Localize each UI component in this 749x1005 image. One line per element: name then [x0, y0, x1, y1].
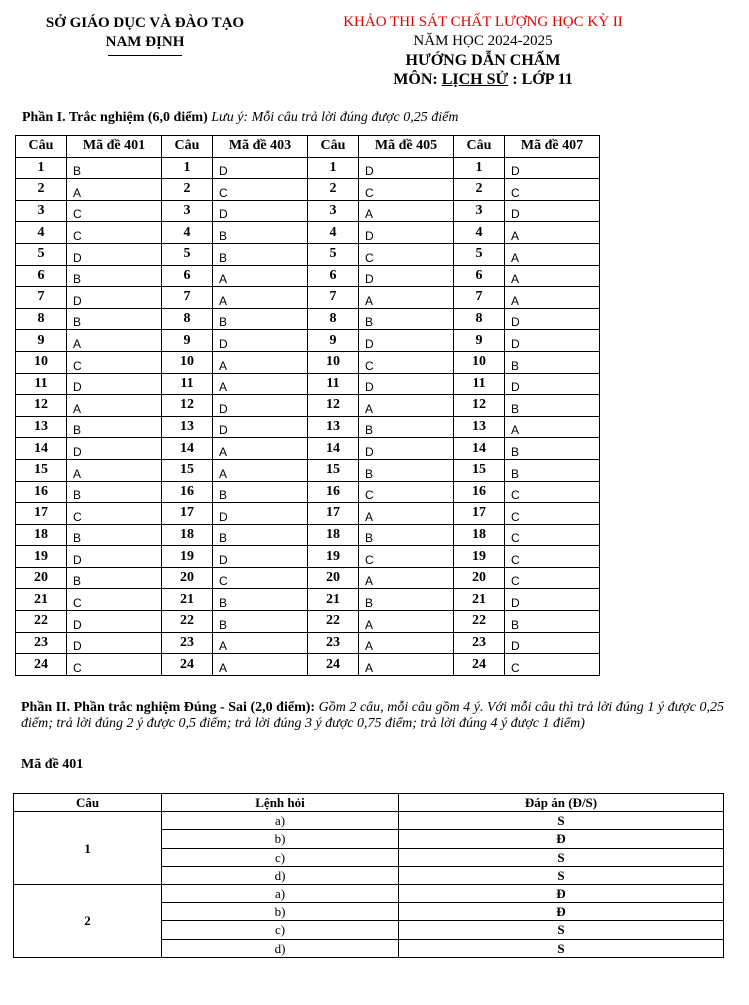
- table-row: [16, 395, 600, 417]
- answer-key: D: [213, 157, 308, 179]
- table-row: [16, 373, 600, 395]
- answer-key: C: [359, 243, 454, 265]
- true-false-answer: Đ: [399, 903, 724, 921]
- question-number: 13: [16, 416, 67, 438]
- table-row: [16, 524, 600, 546]
- question-number: 12: [454, 395, 505, 417]
- question-number: 12: [308, 395, 359, 417]
- answer-key: C: [213, 179, 308, 201]
- question-number: 11: [454, 373, 505, 395]
- question-number: 6: [16, 265, 67, 287]
- department-name: SỞ GIÁO DỤC VÀ ĐÀO TẠO: [45, 15, 245, 31]
- answer-key: D: [213, 330, 308, 352]
- answer-key: C: [67, 654, 162, 676]
- answer-key: A: [213, 287, 308, 309]
- answer-key: C: [505, 481, 600, 503]
- table-row: [16, 459, 600, 481]
- question-number: 9: [16, 330, 67, 352]
- sub-item-label: d): [162, 939, 399, 957]
- answer-key: D: [213, 200, 308, 222]
- question-number: 15: [162, 459, 213, 481]
- true-false-answer: S: [399, 939, 724, 957]
- answer-key: A: [359, 567, 454, 589]
- answer-key: C: [505, 654, 600, 676]
- part2-title: Phần II. Phần trắc nghiệm Đúng - Sai (2,0 điểm):: [21, 700, 316, 715]
- table-row: [16, 287, 600, 309]
- table-row: [16, 330, 600, 352]
- answer-key: D: [67, 611, 162, 633]
- question-number: 16: [308, 481, 359, 503]
- answer-key: C: [505, 503, 600, 525]
- question-number: 22: [16, 611, 67, 633]
- question-number: 10: [16, 351, 67, 373]
- province-name: NAM ĐỊNH: [105, 34, 185, 50]
- question-number: 17: [16, 503, 67, 525]
- question-number: 24: [308, 654, 359, 676]
- column-header-dap-an: Đáp án (Đ/S): [399, 794, 724, 812]
- question-number: 1: [162, 157, 213, 179]
- sub-item-label: c): [162, 848, 399, 866]
- question-number: 10: [308, 351, 359, 373]
- question-number: 12: [16, 395, 67, 417]
- question-number: 16: [162, 481, 213, 503]
- answer-key: A: [359, 395, 454, 417]
- answer-key: A: [359, 200, 454, 222]
- answer-key: A: [67, 395, 162, 417]
- sub-item-label: a): [162, 812, 399, 830]
- subject-name: LỊCH SỬ: [441, 71, 509, 88]
- table-row: [16, 611, 600, 633]
- column-header-cau: Câu: [308, 136, 359, 158]
- column-header-cau: Câu: [162, 136, 213, 158]
- answer-key: B: [67, 416, 162, 438]
- question-number: 5: [454, 243, 505, 265]
- true-false-answer: Đ: [399, 884, 724, 902]
- question-number: 9: [308, 330, 359, 352]
- table-row: [16, 503, 600, 525]
- answer-key: B: [67, 157, 162, 179]
- question-number: 20: [162, 567, 213, 589]
- answer-key: D: [359, 438, 454, 460]
- answer-key: A: [505, 243, 600, 265]
- answer-key: D: [213, 503, 308, 525]
- answer-key: B: [213, 243, 308, 265]
- exam-title: KHẢO THI SÁT CHẤT LƯỢNG HỌC KỲ II: [343, 14, 623, 30]
- question-number: 8: [162, 308, 213, 330]
- question-number: 15: [454, 459, 505, 481]
- answer-key: D: [359, 330, 454, 352]
- table-row: [16, 438, 600, 460]
- table-row: [16, 265, 600, 287]
- answer-key: C: [359, 546, 454, 568]
- part1-title: Phần I. Trắc nghiệm (6,0 điểm): [22, 110, 208, 125]
- exam-code-label: Mã đề 401: [21, 757, 84, 772]
- question-number: 4: [308, 222, 359, 244]
- answer-key: B: [505, 395, 600, 417]
- table-row: [16, 546, 600, 568]
- answer-key: B: [359, 459, 454, 481]
- answer-key: C: [67, 200, 162, 222]
- question-number: 23: [16, 632, 67, 654]
- question-number: 11: [162, 373, 213, 395]
- question-number: 6: [454, 265, 505, 287]
- part1-answer-table: [15, 135, 600, 676]
- school-year: NĂM HỌC 2024-2025: [413, 33, 553, 49]
- question-number: 14: [162, 438, 213, 460]
- answer-key: C: [505, 567, 600, 589]
- header-underline: [108, 55, 182, 56]
- question-number: 8: [16, 308, 67, 330]
- question-number: 14: [16, 438, 67, 460]
- question-number: 7: [162, 287, 213, 309]
- answer-key: D: [359, 222, 454, 244]
- table-row: [14, 884, 724, 902]
- answer-key: D: [359, 157, 454, 179]
- answer-key: D: [67, 243, 162, 265]
- question-number: 1: [308, 157, 359, 179]
- question-number: 22: [162, 611, 213, 633]
- answer-key: D: [67, 546, 162, 568]
- table-row: [16, 351, 600, 373]
- answer-key: C: [359, 179, 454, 201]
- column-header-ma-de: Mã đề 407: [505, 136, 600, 158]
- question-number: 2: [16, 179, 67, 201]
- question-number: 16: [16, 481, 67, 503]
- question-number: 17: [308, 503, 359, 525]
- guide-title: HƯỚNG DẪN CHẤM: [405, 52, 561, 69]
- answer-key: A: [67, 459, 162, 481]
- answer-key: C: [67, 222, 162, 244]
- answer-key: A: [359, 611, 454, 633]
- question-number: 21: [308, 589, 359, 611]
- column-header-lenh-hoi: Lệnh hỏi: [162, 794, 399, 812]
- answer-key: B: [505, 459, 600, 481]
- answer-key: A: [359, 654, 454, 676]
- answer-key: A: [67, 330, 162, 352]
- question-number: 2: [14, 884, 162, 957]
- true-false-answer: S: [399, 921, 724, 939]
- question-number: 5: [162, 243, 213, 265]
- table-row: [16, 632, 600, 654]
- true-false-answer: Đ: [399, 830, 724, 848]
- question-number: 23: [162, 632, 213, 654]
- table-row: [16, 243, 600, 265]
- answer-key: C: [67, 351, 162, 373]
- answer-key: C: [67, 589, 162, 611]
- table-row: [16, 481, 600, 503]
- question-number: 20: [308, 567, 359, 589]
- sub-item-label: c): [162, 921, 399, 939]
- true-false-answer: S: [399, 812, 724, 830]
- answer-key: C: [67, 503, 162, 525]
- question-number: 11: [16, 373, 67, 395]
- answer-key: A: [359, 632, 454, 654]
- column-header-cau: Câu: [16, 136, 67, 158]
- answer-key: A: [505, 222, 600, 244]
- answer-key: A: [213, 351, 308, 373]
- question-number: 18: [454, 524, 505, 546]
- answer-key: A: [505, 416, 600, 438]
- answer-key: B: [213, 481, 308, 503]
- part1-heading: [22, 110, 458, 126]
- question-number: 1: [14, 812, 162, 885]
- part2-desc: Gồm 2 câu, mỗi câu gồm 4 ý. Với mỗi câu thì trả lời đúng 1 ý được 0,25 điểm; trả lời đúng 2 ý được 0,5 điểm; trả lời đúng 3 ý được 0,75 điểm; trả lời đúng 4 ý được 1 điểm): [21, 700, 725, 731]
- question-number: 4: [454, 222, 505, 244]
- answer-key: C: [359, 481, 454, 503]
- question-number: 1: [454, 157, 505, 179]
- question-number: 5: [308, 243, 359, 265]
- answer-key: A: [505, 265, 600, 287]
- answer-key: B: [67, 567, 162, 589]
- question-number: 17: [454, 503, 505, 525]
- question-number: 14: [454, 438, 505, 460]
- answer-key: C: [213, 567, 308, 589]
- question-number: 6: [308, 265, 359, 287]
- part2-heading: [21, 700, 724, 732]
- answer-key: A: [213, 265, 308, 287]
- question-number: 22: [454, 611, 505, 633]
- question-number: 8: [308, 308, 359, 330]
- question-number: 8: [454, 308, 505, 330]
- answer-key: A: [213, 459, 308, 481]
- question-number: 19: [162, 546, 213, 568]
- table-header-row: [14, 794, 724, 812]
- column-header-ma-de: Mã đề 401: [67, 136, 162, 158]
- table-row: [16, 157, 600, 179]
- answer-key: C: [505, 546, 600, 568]
- question-number: 3: [16, 200, 67, 222]
- answer-key: B: [359, 308, 454, 330]
- question-number: 22: [308, 611, 359, 633]
- question-number: 21: [162, 589, 213, 611]
- answer-key: D: [359, 265, 454, 287]
- question-number: 4: [16, 222, 67, 244]
- question-number: 14: [308, 438, 359, 460]
- answer-key: B: [359, 589, 454, 611]
- column-header-cau: Câu: [14, 794, 162, 812]
- answer-key: B: [213, 611, 308, 633]
- question-number: 20: [16, 567, 67, 589]
- answer-key: B: [213, 222, 308, 244]
- column-header-cau: Câu: [454, 136, 505, 158]
- question-number: 21: [16, 589, 67, 611]
- question-number: 23: [454, 632, 505, 654]
- sub-item-label: b): [162, 903, 399, 921]
- question-number: 2: [162, 179, 213, 201]
- answer-key: D: [505, 589, 600, 611]
- answer-key: B: [213, 589, 308, 611]
- true-false-answer: S: [399, 866, 724, 884]
- sub-item-label: a): [162, 884, 399, 902]
- question-number: 5: [16, 243, 67, 265]
- table-row: [16, 308, 600, 330]
- question-number: 19: [454, 546, 505, 568]
- subject-line: [318, 70, 648, 89]
- question-number: 10: [454, 351, 505, 373]
- question-number: 18: [16, 524, 67, 546]
- question-number: 3: [308, 200, 359, 222]
- answer-key: B: [213, 308, 308, 330]
- answer-key: C: [505, 524, 600, 546]
- question-number: 11: [308, 373, 359, 395]
- question-number: 18: [308, 524, 359, 546]
- answer-key: D: [359, 373, 454, 395]
- answer-key: D: [213, 395, 308, 417]
- table-row: [16, 200, 600, 222]
- question-number: 3: [162, 200, 213, 222]
- question-number: 7: [16, 287, 67, 309]
- question-number: 19: [308, 546, 359, 568]
- question-number: 15: [16, 459, 67, 481]
- answer-key: B: [505, 611, 600, 633]
- answer-key: D: [213, 546, 308, 568]
- sub-item-label: d): [162, 866, 399, 884]
- question-number: 7: [308, 287, 359, 309]
- part1-note: Lưu ý: Mỗi câu trả lời đúng được 0,25 điểm: [211, 110, 459, 125]
- question-number: 19: [16, 546, 67, 568]
- table-row: [16, 179, 600, 201]
- part2-answer-table: [13, 793, 724, 958]
- answer-key: D: [67, 287, 162, 309]
- answer-key: D: [505, 330, 600, 352]
- question-number: 10: [162, 351, 213, 373]
- answer-key: A: [213, 654, 308, 676]
- school-department: [20, 14, 270, 56]
- question-number: 13: [454, 416, 505, 438]
- answer-key: B: [505, 438, 600, 460]
- column-header-ma-de: Mã đề 405: [359, 136, 454, 158]
- question-number: 20: [454, 567, 505, 589]
- question-number: 4: [162, 222, 213, 244]
- question-number: 18: [162, 524, 213, 546]
- question-number: 2: [308, 179, 359, 201]
- answer-key: C: [505, 179, 600, 201]
- answer-key: D: [505, 200, 600, 222]
- answer-key: D: [213, 416, 308, 438]
- question-number: 7: [454, 287, 505, 309]
- question-number: 13: [162, 416, 213, 438]
- answer-key: C: [359, 351, 454, 373]
- question-number: 9: [162, 330, 213, 352]
- grade-label: : LỚP 11: [508, 71, 573, 88]
- answer-key: D: [505, 373, 600, 395]
- question-number: 17: [162, 503, 213, 525]
- true-false-answer: S: [399, 848, 724, 866]
- question-number: 13: [308, 416, 359, 438]
- answer-key: B: [359, 416, 454, 438]
- answer-key: A: [359, 287, 454, 309]
- question-number: 3: [454, 200, 505, 222]
- answer-key: A: [213, 373, 308, 395]
- question-number: 12: [162, 395, 213, 417]
- table-row: [16, 416, 600, 438]
- table-row: [14, 812, 724, 830]
- question-number: 15: [308, 459, 359, 481]
- answer-key: B: [67, 481, 162, 503]
- question-number: 2: [454, 179, 505, 201]
- answer-key: B: [67, 265, 162, 287]
- answer-key: A: [67, 179, 162, 201]
- question-number: 6: [162, 265, 213, 287]
- answer-key: A: [213, 438, 308, 460]
- question-number: 16: [454, 481, 505, 503]
- answer-key: B: [359, 524, 454, 546]
- answer-key: A: [505, 287, 600, 309]
- answer-key: D: [67, 373, 162, 395]
- answer-key: D: [505, 308, 600, 330]
- question-number: 24: [162, 654, 213, 676]
- question-number: 24: [16, 654, 67, 676]
- question-number: 21: [454, 589, 505, 611]
- answer-key: B: [67, 524, 162, 546]
- answer-key: B: [67, 308, 162, 330]
- exam-title-block: [318, 13, 648, 89]
- answer-key: B: [213, 524, 308, 546]
- answer-key: D: [67, 632, 162, 654]
- question-number: 1: [16, 157, 67, 179]
- answer-key: D: [505, 632, 600, 654]
- table-header-row: [16, 136, 600, 158]
- table-row: [16, 222, 600, 244]
- table-row: [16, 654, 600, 676]
- column-header-ma-de: Mã đề 403: [213, 136, 308, 158]
- table-row: [16, 567, 600, 589]
- answer-key: A: [359, 503, 454, 525]
- answer-key: D: [505, 157, 600, 179]
- table-row: [16, 589, 600, 611]
- question-number: 24: [454, 654, 505, 676]
- answer-key: A: [213, 632, 308, 654]
- answer-key: B: [505, 351, 600, 373]
- question-number: 9: [454, 330, 505, 352]
- answer-key: D: [67, 438, 162, 460]
- sub-item-label: b): [162, 830, 399, 848]
- subject-prefix: MÔN:: [393, 71, 442, 88]
- question-number: 23: [308, 632, 359, 654]
